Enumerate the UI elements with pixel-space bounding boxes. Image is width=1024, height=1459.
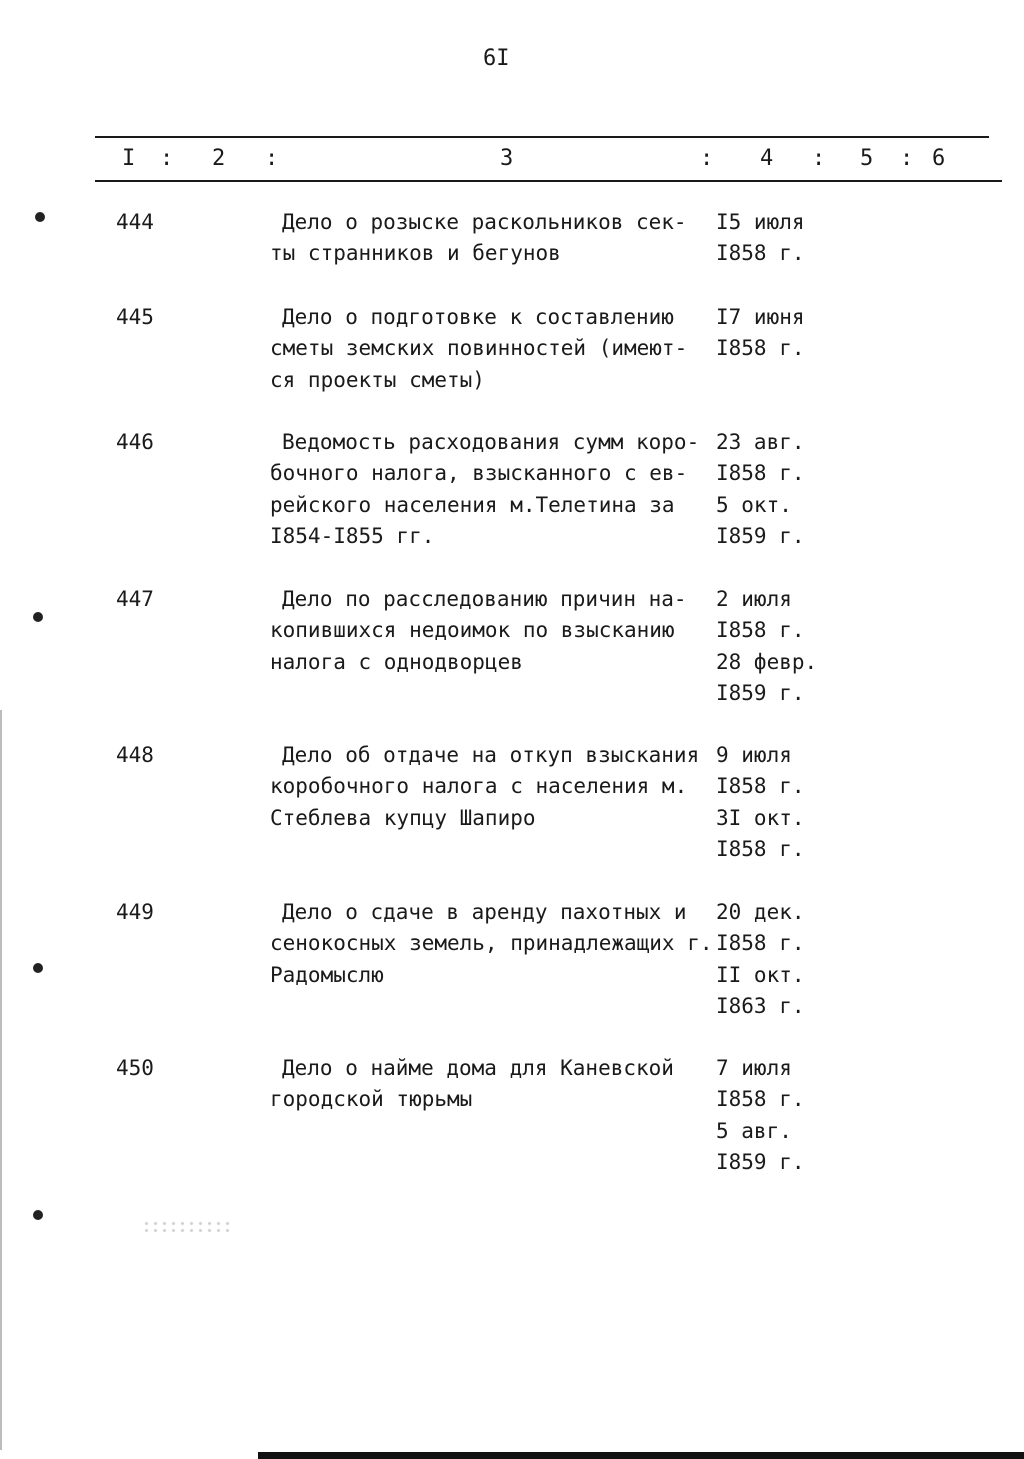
binder-hole-icon xyxy=(33,612,43,622)
row-date: I858 г. xyxy=(716,336,805,361)
row-date: I858 г. xyxy=(716,774,805,799)
row-date: I858 г. xyxy=(716,836,805,861)
row-dates xyxy=(716,207,826,270)
row-title: Дело о подготовке к составлению сметы земских повинностей (имеют- ся проекты сметы) xyxy=(270,305,688,392)
row-number: 444 xyxy=(116,210,154,234)
row-date: 3I окт. xyxy=(716,805,805,830)
row-title: Ведомость расходования сумм коро- бочного налога, взысканного с ев- рейского населения м.Телетина за I854-I855 гг. xyxy=(270,430,700,548)
row-date: I858 г. xyxy=(716,461,805,486)
row-date: I859 г. xyxy=(716,523,805,548)
page-number: 6I xyxy=(483,46,510,71)
row-dates xyxy=(716,1053,826,1178)
row-date: 20 дек. xyxy=(716,900,805,924)
header-separator: : xyxy=(700,146,714,171)
row-number: 449 xyxy=(116,900,154,924)
row-title: Дело о розыске раскольников сек- ты странников и бегунов xyxy=(270,210,687,266)
row-date: 9 июля xyxy=(716,743,792,767)
header-col-2: 2 xyxy=(212,146,226,171)
header-separator: : xyxy=(265,146,279,171)
header-col-3: 3 xyxy=(500,146,514,171)
row-date: I7 июня xyxy=(716,305,805,329)
header-col-1: I xyxy=(122,146,136,171)
row-date: 2 июля xyxy=(716,587,792,611)
table-top-rule xyxy=(95,136,989,138)
row-date: 5 окт. xyxy=(716,492,792,517)
row-dates xyxy=(716,740,826,865)
header-col-6: 6 xyxy=(932,146,946,171)
row-date: I858 г. xyxy=(716,241,805,266)
header-col-5: 5 xyxy=(860,146,874,171)
row-date: II окт. xyxy=(716,962,805,987)
binder-hole-icon xyxy=(33,1210,43,1220)
row-number: 450 xyxy=(116,1056,154,1080)
binder-hole-icon xyxy=(33,963,43,973)
row-date: I5 июля xyxy=(716,210,805,234)
header-separator: : xyxy=(812,146,826,171)
row-date: I859 г. xyxy=(716,680,805,705)
row-date: 5 авг. xyxy=(716,1118,792,1143)
table-header-rule xyxy=(95,180,1002,182)
row-date: 23 авг. xyxy=(716,430,805,454)
row-date: I858 г. xyxy=(716,618,805,643)
row-dates xyxy=(716,427,826,552)
header-col-4: 4 xyxy=(760,146,774,171)
row-title: Дело о сдаче в аренду пахотных и сенокосных земель, принадлежащих г. Радомыслю xyxy=(270,900,713,987)
binder-hole-icon xyxy=(35,212,45,222)
scan-bottom-bar xyxy=(258,1452,1024,1459)
row-date: I858 г. xyxy=(716,931,805,956)
row-title: Дело о найме дома для Каневской городской тюрьмы xyxy=(270,1056,674,1112)
row-date: I863 г. xyxy=(716,993,805,1018)
row-date: 7 июля xyxy=(716,1056,792,1080)
scan-edge-shadow xyxy=(0,710,2,1450)
row-number: 445 xyxy=(116,305,154,329)
ink-smudge xyxy=(142,1220,232,1234)
row-number: 446 xyxy=(116,430,154,454)
row-number: 447 xyxy=(116,587,154,611)
row-title: Дело по расследованию причин на- копившихся недоимок по взысканию налога с однодворцев xyxy=(270,587,687,674)
header-separator: : xyxy=(900,146,914,171)
row-dates xyxy=(716,302,826,365)
row-title: Дело об отдаче на откуп взыскания коробочного налога с населения м. Стеблева купцу Шапиро xyxy=(270,743,700,830)
row-date: 28 февр. xyxy=(716,649,818,674)
row-date: I858 г. xyxy=(716,1087,805,1112)
row-dates xyxy=(716,584,826,709)
header-separator: : xyxy=(160,146,174,171)
row-date: I859 г. xyxy=(716,1149,805,1174)
row-number: 448 xyxy=(116,743,154,767)
row-dates xyxy=(716,897,826,1022)
